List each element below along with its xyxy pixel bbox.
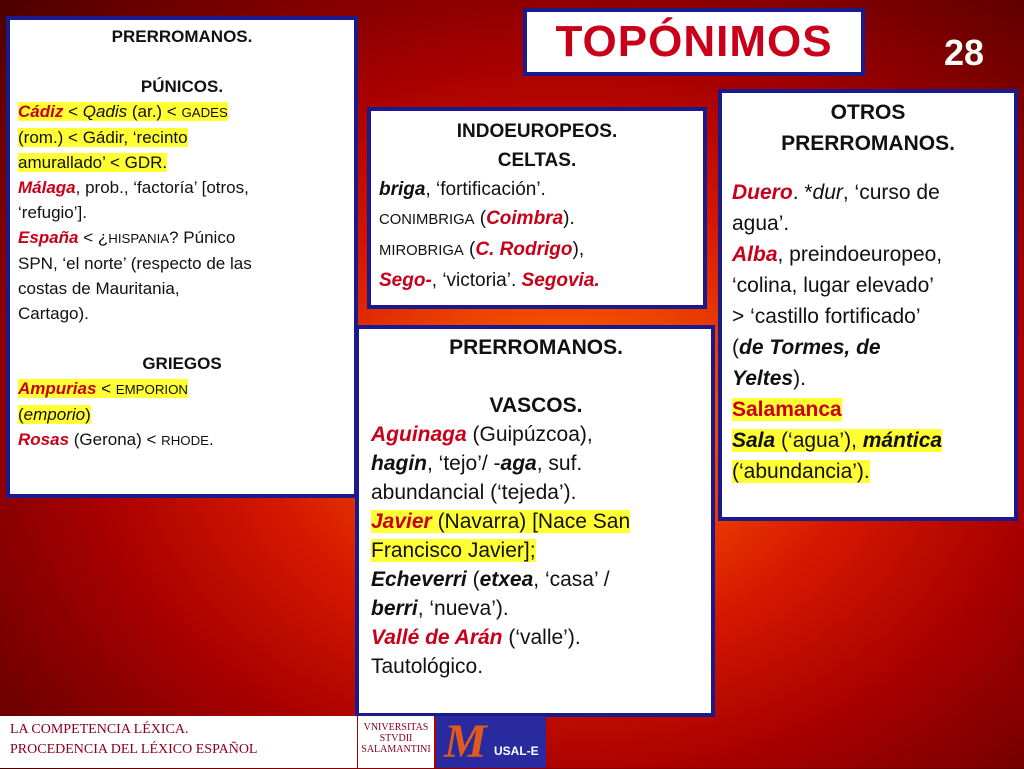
footer-caption	[0, 716, 357, 768]
box2-line1: briga, ‘fortificación’.	[379, 179, 546, 200]
box2-line2: CONIMBRIGA (Coimbra).	[379, 208, 575, 229]
box1-line5: ‘refugio’].	[18, 203, 87, 222]
seal-line3: SALAMANTINI	[361, 744, 431, 755]
footer-line2: PROCEDENCIA DEL LÉXICO ESPAÑOL	[10, 742, 258, 757]
box4-line4: Javier (Navarra) [Nace San	[371, 510, 631, 533]
musal-logo-text: USAL-E	[494, 744, 539, 758]
box4-line8: Vallé de Arán (‘valle’).	[371, 626, 581, 649]
box1-line2: (rom.) < Gádir, ‘recinto	[18, 128, 188, 147]
box1-line4: Málaga, prob., ‘factoría’ [otros,	[18, 178, 249, 197]
box3-line9: Sala (‘agua’), mántica	[732, 429, 943, 452]
box3-line8: Salamanca	[732, 398, 842, 421]
musal-logo-letter: M	[444, 715, 487, 768]
box1-header3: GRIEGOS	[142, 354, 222, 373]
seal-line2: STVDII	[379, 733, 413, 744]
box4-line9: Tautológico.	[371, 655, 484, 678]
box1-line1: Cádiz < Qadis (ar.) < GADES	[18, 102, 228, 121]
box4-line6: Echeverri (etxea, ‘casa’ /	[371, 568, 610, 591]
box3-header2: PRERROMANOS.	[781, 132, 955, 155]
box1-line3: amurallado’ < GDR.	[18, 153, 168, 172]
box3-line3: Alba, preindoeuropeo,	[732, 243, 943, 266]
box1-line9: Cartago).	[18, 304, 89, 323]
university-seal-logo	[358, 716, 434, 768]
seal-line1: VNIVERSITAS	[363, 722, 429, 733]
box1-line7: SPN, ‘el norte’ (respecto de las	[18, 254, 252, 273]
box-otros-prerromanos	[718, 89, 1018, 521]
box-indoeuropeos-celtas	[367, 107, 707, 309]
box4-header1: PRERROMANOS.	[449, 336, 623, 359]
slide-number: 28	[944, 32, 985, 73]
box1-line6: España < ¿HISPANIA? Púnico	[18, 228, 236, 247]
box3-line6: (de Tormes, de	[732, 336, 881, 359]
box4-line1: Aguinaga (Guipúzcoa),	[371, 423, 593, 446]
box3-line5: > ‘castillo fortificado’	[732, 305, 921, 328]
box3-line7: Yeltes).	[732, 367, 806, 390]
box4-line7: berri, ‘nueva’).	[371, 597, 509, 620]
box-prerromanos-punicos	[6, 16, 358, 498]
box-prerromanos-vascos	[355, 325, 715, 717]
musal-logo	[436, 716, 546, 768]
box4-header2: VASCOS.	[489, 394, 583, 417]
box2-header1: INDOEUROPEOS.	[456, 121, 618, 142]
box1-header1: PRERROMANOS.	[111, 27, 253, 46]
box1-line12: Rosas (Gerona) < RHODE.	[18, 430, 214, 449]
title-box	[523, 8, 865, 76]
box3-line10: (‘abundancia’).	[732, 460, 870, 483]
box3-line4: ‘colina, lugar elevado’	[732, 274, 934, 297]
box2-line3: MIROBRIGA (C. Rodrigo),	[379, 239, 585, 260]
box4-line2: hagin, ‘tejo’/ -aga, suf.	[371, 452, 583, 475]
box1-line11: (emporio)	[18, 405, 91, 424]
box1-line10: Ampurias < EMPORION	[18, 379, 188, 398]
box3-header1: OTROS	[830, 101, 906, 124]
box1-header2: PÚNICOS.	[140, 77, 224, 96]
slide-title: TOPÓNIMOS	[555, 17, 833, 66]
footer-line1: LA COMPETENCIA LÉXICA.	[10, 722, 189, 737]
box2-header2: CELTAS.	[497, 150, 577, 171]
box4-line5: Francisco Javier];	[371, 539, 536, 562]
box2-line4: Sego-, ‘victoria’. Segovia.	[379, 270, 600, 291]
box1-line8: costas de Mauritania,	[18, 279, 180, 298]
box3-line2: agua’.	[732, 212, 790, 235]
box3-line1: Duero. *dur, ‘curso de	[732, 181, 940, 204]
box4-line3: abundancial (‘tejeda’).	[371, 481, 577, 504]
